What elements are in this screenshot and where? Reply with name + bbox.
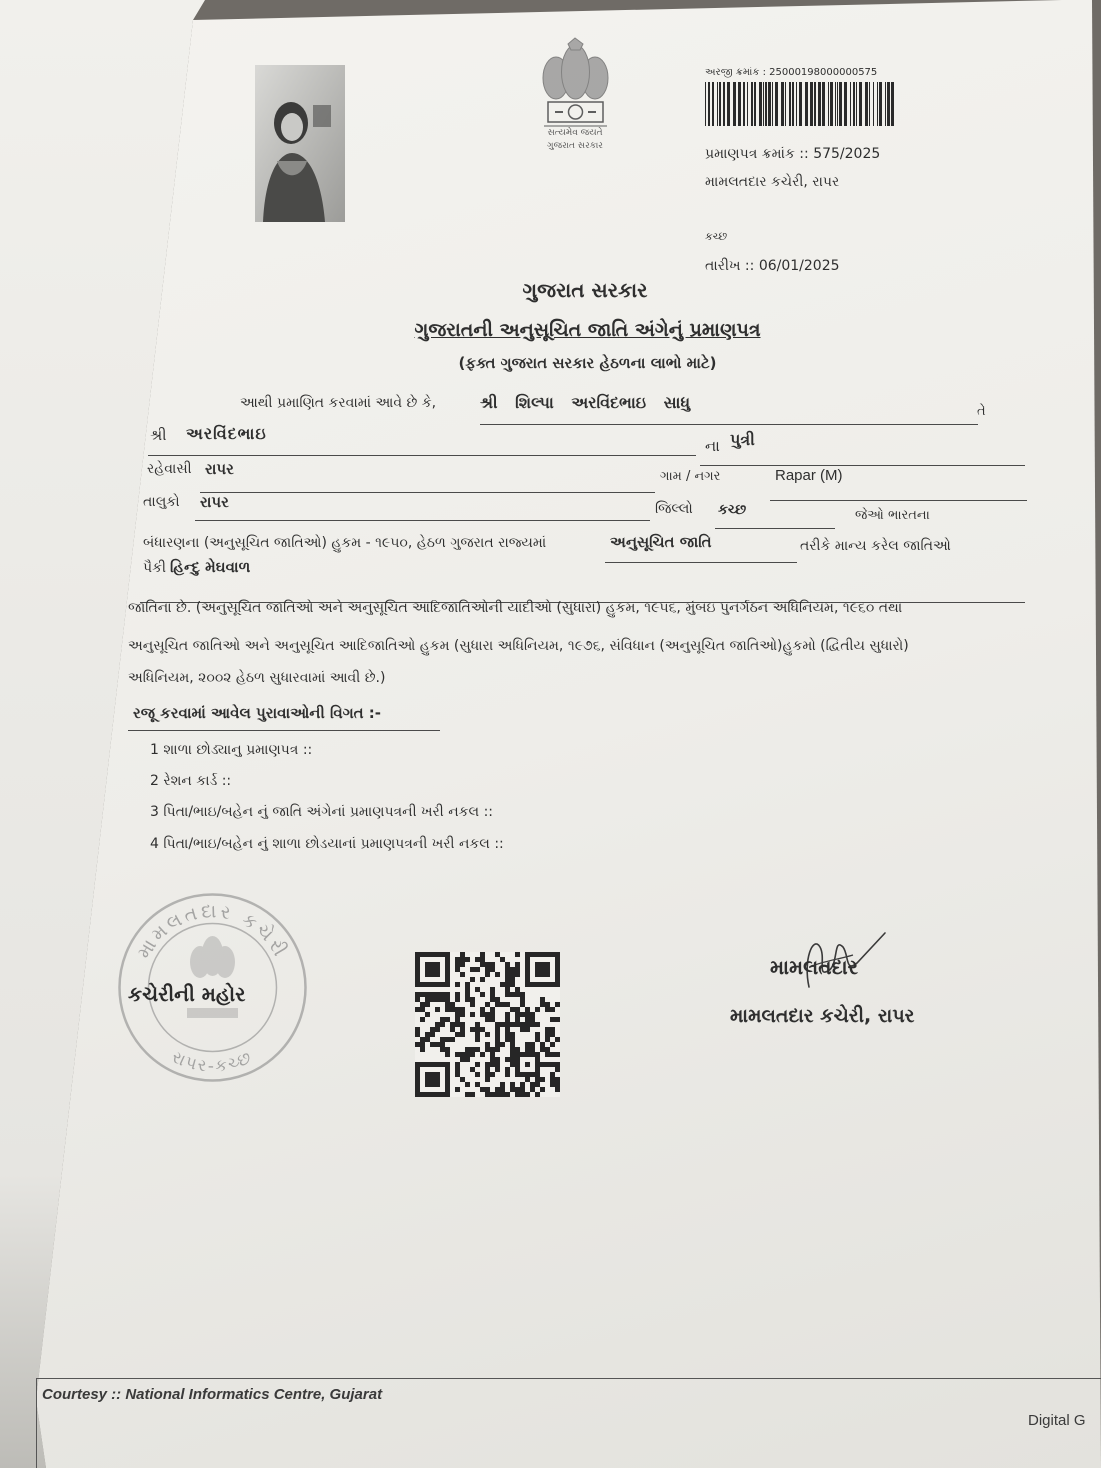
issue-date-value: 06/01/2025 <box>758 258 840 274</box>
seal-ring-top-text: મામલતદાર કચેરી <box>132 900 293 963</box>
district-label: જિલ્લો <box>655 501 693 517</box>
caste-category-underline <box>605 562 797 563</box>
relation-value: પુત્રી <box>730 430 755 449</box>
caste-category: અનુસૂચિત જાતિ <box>610 533 712 551</box>
applicant-photo <box>255 65 345 222</box>
emblem-motto: સત્યમેવ જયતે <box>547 128 603 138</box>
issuing-office: મામલતદાર કચેરી, રાપર <box>705 174 840 190</box>
issue-date-label: તારીખ :: <box>705 258 755 274</box>
barcode <box>705 82 897 126</box>
caste-name: હિન્દુ મેઘવાળ <box>170 558 251 576</box>
application-number-value: 25000198000000575 <box>769 67 878 78</box>
seal-label: કચેરીની મહોર <box>128 982 246 1006</box>
national-emblem <box>528 36 623 134</box>
evidence-item: 1 શાળા છોડ્યાનુ પ્રમાણપત્ર :: <box>150 742 313 758</box>
resident-label: રહેવાસી <box>147 461 192 477</box>
evidence-item: 2 રેશન કાર્ડ :: <box>150 773 232 789</box>
applicant-name-underline <box>480 424 978 425</box>
certificate-subtitle: (ફક્ત ગુજરાત સરકાર હેઠળના લાભો માટે) <box>458 354 717 372</box>
village-value: Rapar (M) <box>775 467 843 484</box>
who-of-india: જેઓ ભારતના <box>855 508 930 523</box>
evidence-heading-underline <box>128 730 440 731</box>
certificate-number-value: 575/2025 <box>813 146 881 162</box>
barcode-bars <box>705 82 894 126</box>
father-prefix: શ્રી <box>150 426 167 444</box>
seal-ring-bottom-text: રાપર-કચ્છ <box>168 1047 257 1077</box>
taluka-value: રાપર <box>200 493 229 511</box>
father-name: અરવિંદભાઇ <box>186 424 267 443</box>
of-word: ના <box>705 437 720 455</box>
certificate-title: ગુજરાતની અનુસૂચિત જાતિ અંગેનું પ્રમાણપત્ર <box>414 319 761 341</box>
taluka-underline <box>195 520 650 521</box>
qr-code <box>415 952 560 1097</box>
resident-value: રાપર <box>205 460 234 478</box>
applicant-name: શ્રી શિલ્પા અરવિંદભાઇ સાધુ <box>480 393 691 412</box>
among-label: પૈકી <box>143 560 166 576</box>
recognized-as-text: તરીકે માન્ય કરેલ જાતિઓ <box>800 538 951 554</box>
father-name-underline <box>148 455 696 456</box>
resident-underline <box>200 492 655 493</box>
taluka-label: તાલુકો <box>143 494 180 510</box>
application-number <box>705 67 877 79</box>
footer-courtesy: Courtesy :: National Informatics Centre, Gujarat <box>42 1386 383 1403</box>
legal-note-line-2: અનુસૂચિત જાતિઓ અને અનુસૂચિત આદિજાતિઓ હુકમ (સુધારા અધિનિયમ, ૧૯૭૬, સંવિધાન (અનુસૂચિત જાતિઓ)હુકમો (દ્વિતીય સુધારો) <box>128 638 909 654</box>
district-value: કચ્છ <box>718 502 747 518</box>
signatory-office: મામલતદાર કચેરી, રાપર <box>730 1005 915 1027</box>
village-label: ગામ / નગર <box>660 469 721 484</box>
district-underline <box>715 528 835 529</box>
emblem-caption: ગુજરાત સરકાર <box>547 141 603 151</box>
signatory-designation: મામલતદાર <box>770 955 858 979</box>
certificate-number <box>705 146 880 163</box>
issue-date <box>705 258 840 275</box>
evidence-item: 3 પિતા/ભાઇ/બહેન નું જાતિ અંગેનાં પ્રમાણપત્રની ખરી નકલ :: <box>150 804 494 820</box>
issuing-district: કચ્છ <box>705 230 728 243</box>
certify-intro: આથી પ્રમાણિત કરવામાં આવે છે કે, <box>240 395 437 411</box>
village-underline <box>770 500 1027 501</box>
government-heading: ગુજરાત સરકાર <box>522 278 648 302</box>
that-word: તે <box>977 404 986 419</box>
evidence-heading: રજૂ કરવામાં આવેલ પુરાવાઓની વિગત :- <box>133 704 382 722</box>
constitution-order-text: બંધારણના (અનુસૂચિત જાતિઓ) હુકમ - ૧૯૫૦, હેઠળ ગુજરાત રાજ્યમાં <box>143 535 547 551</box>
legal-note-line-3: અધિનિયમ, ૨૦૦૨ હેઠળ સુધારવામાં આવી છે.) <box>128 670 386 686</box>
certificate-number-label: પ્રમાણપત્ર ક્રમાંક :: <box>705 146 809 162</box>
footer-digital: Digital G <box>1028 1412 1086 1429</box>
application-number-label: અરજી ક્રમાંક : <box>705 67 766 78</box>
relation-underline <box>700 465 1025 466</box>
legal-note-line-1: જાતિના છે. (અનુસૂચિત જાતિઓ અને અનુસૂચિત આદિજાતિઓની યાદીઓ (સુધારા) હુકમ, ૧૯૫૬, મુંબઇ પુનર્ગઠન અધિનિયમ, ૧૯૬૦ તથા <box>128 600 903 616</box>
evidence-item: 4 પિતા/ભાઇ/બહેન નું શાળા છોડયાનાં પ્રમાણપત્રની ખરી નકલ :: <box>150 836 504 852</box>
